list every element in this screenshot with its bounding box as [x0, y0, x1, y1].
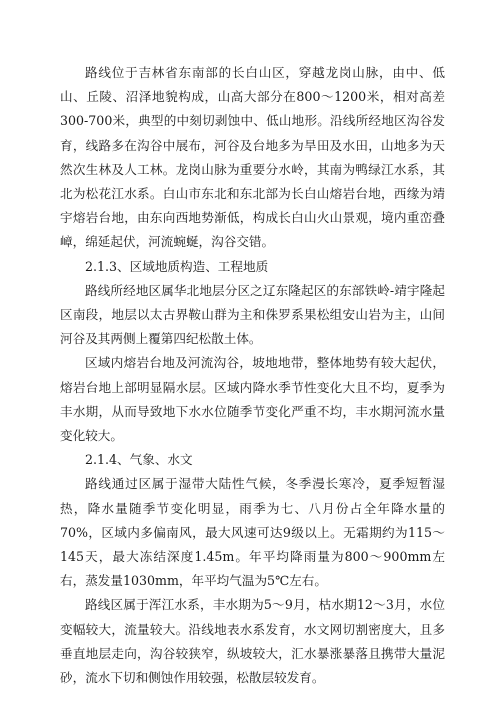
paragraph-geology: 路线所经地区属华北地层分区之辽东隆起区的东部铁岭-靖宇隆起区南段，地层以太古界鞍山群为主和侏罗系果松组安山岩为主，山间河谷及其两侧上覆第四纪松散土体。	[60, 282, 445, 347]
section-heading-climate: 2.1.4、气象、水文	[85, 452, 193, 468]
paragraph-hydrology: 路线区属于浑江水系，丰水期为5～9月，枯水期12～3月，水位变幅较大，流量较大。沿线地表水系发育，水文网切割密度大，且多垂直地层走向，沟谷较狭窄，纵坡较大，汇水暴涨暴落且携带大量泥砂，流水下切和侧蚀作用较强，松散层较发育。	[60, 597, 445, 686]
paragraph-climate: 路线通过区属于湿带大陆性气候，冬季漫长寒冷，夏季短暂湿热，降水量随季节变化明显，雨季为七、八月份占全年降水量的70%，区域内多偏南风，最大风速可达9级以上。无霜期约为115～145天，最大冻结深度1.45m。年平均降雨量为800～900mm左右，蒸发量1030mm，年平均气温为5℃左右。	[60, 476, 445, 589]
paragraph-landform: 路线位于吉林省东南部的长白山区，穿越龙岗山脉，由中、低山、丘陵、沼泽地貌构成，山高大部分在800～1200米，相对高差300-700米，典型的中刻切剥蚀中、低山地形。沿线所经地区沟谷发育，线路多在沟谷中展布，河谷及台地多为旱田及水田，山地多为天然次生林及人工林。龙岗山脉为重要分水岭，其南为鸭绿江水系，其北为松花江水系。白山市东北和东北部为长白山熔岩台地，西缘为靖宇熔岩台地，由东向西地势渐低，构成长白山火山景观，境内重峦叠嶂，绵延起伏，河流蜿蜒，沟谷交错。	[60, 65, 445, 250]
body-text	[60, 61, 445, 690]
section-heading-geology: 2.1.3、区域地质构造、工程地质	[85, 258, 269, 274]
paragraph-hydrogeology: 区域内熔岩台地及河流沟谷，坡地地带，整体地势有较大起伏，熔岩台地上部明显隔水层。区域内降水季节性变化大且不均，夏季为丰水期，从而导致地下水水位随季节变化严重不均，丰水期河流水量变化较大。	[60, 355, 445, 444]
